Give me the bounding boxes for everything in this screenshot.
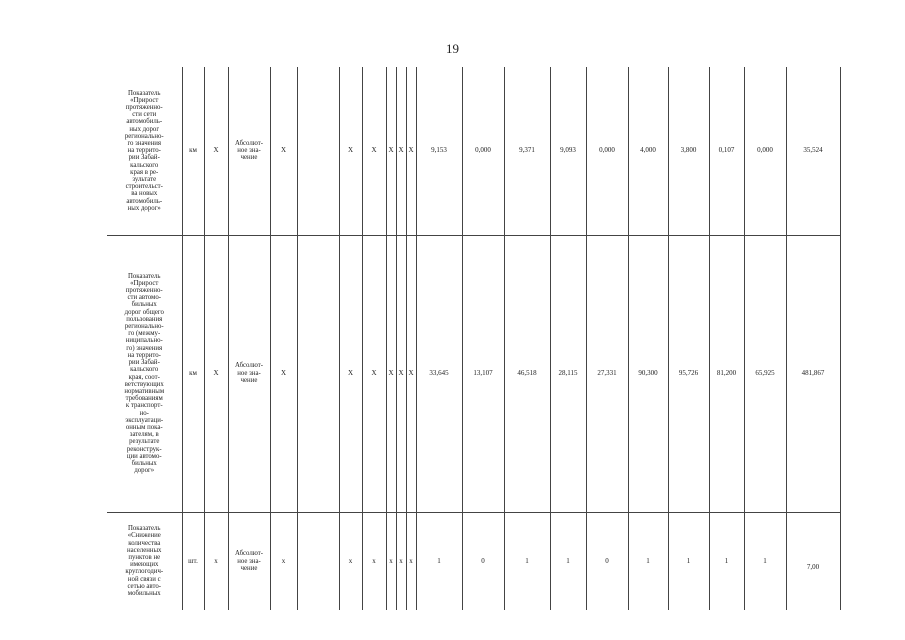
empty-cell (297, 235, 339, 512)
mark-cell: x (362, 512, 386, 610)
indicator-name: Показатель «Снижение количества населенных пунктов не имеющих круглогодич- ной связи с сетью авто- мобильных (107, 512, 182, 610)
total-cell: 35,524 (786, 67, 840, 235)
value-cell: 1 (668, 512, 709, 610)
mark-cell: X (270, 235, 297, 512)
value-cell: 1 (744, 512, 786, 610)
value-cell: 0,000 (462, 67, 504, 235)
value-type-cell: Абсолют- ное зна- чение (228, 67, 270, 235)
value-cell: 1 (504, 512, 550, 610)
value-type-cell: Абсолют- ное зна- чение (228, 512, 270, 610)
value-cell: 0,000 (586, 67, 628, 235)
value-cell: 13,107 (462, 235, 504, 512)
table-row (107, 67, 840, 235)
indicator-name: Показатель «Прирост протяженно- сти автомо- бильных дорог общего пользования регионально- го (межму- ниципально- го) значения на террито- рии Забай- кальского края, соот- ветствующих нормативным требованиям к транспорт- но- эксплуатаци- онным пока- зателям, в результате реконструк- ции автомо- бильных дорог» (107, 235, 182, 512)
mark-cell: X (362, 67, 386, 235)
value-cell: 9,153 (416, 67, 462, 235)
value-cell: 0 (586, 512, 628, 610)
value-cell: 1 (416, 512, 462, 610)
indicators-table (107, 67, 841, 610)
value-cell: 0,107 (709, 67, 744, 235)
unit-cell: шт. (182, 512, 204, 610)
mark-cell: x (204, 512, 228, 610)
total-cell: 7,00 (786, 512, 840, 610)
mark-cell: x (406, 512, 416, 610)
value-cell: 1 (709, 512, 744, 610)
value-cell: 95,726 (668, 235, 709, 512)
unit-cell: км (182, 67, 204, 235)
total-cell: 481,867 (786, 235, 840, 512)
value-type-cell: Абсолют- ное зна- чение (228, 235, 270, 512)
mark-cell: X (386, 235, 396, 512)
empty-cell (297, 67, 339, 235)
value-cell: 4,000 (628, 67, 668, 235)
mark-cell: X (386, 67, 396, 235)
mark-cell: x (396, 512, 406, 610)
value-cell: 28,115 (550, 235, 586, 512)
mark-cell: X (406, 235, 416, 512)
mark-cell: X (204, 235, 228, 512)
indicator-name: Показатель «Прирост протяженно- сти сети автомобиль- ных дорог регионально- го значения на террито- рии Забай- кальского края в ре- зультате строительст- ва новых автомобиль- ных дорог» (107, 67, 182, 235)
value-cell: 9,093 (550, 67, 586, 235)
mark-cell: X (406, 67, 416, 235)
value-cell: 46,518 (504, 235, 550, 512)
mark-cell: x (270, 512, 297, 610)
value-cell: 1 (628, 512, 668, 610)
unit-cell: км (182, 235, 204, 512)
mark-cell: X (339, 235, 362, 512)
mark-cell: x (386, 512, 396, 610)
mark-cell: X (204, 67, 228, 235)
value-cell: 65,925 (744, 235, 786, 512)
value-cell: 81,200 (709, 235, 744, 512)
mark-cell: x (339, 512, 362, 610)
value-cell: 0,000 (744, 67, 786, 235)
value-cell: 3,800 (668, 67, 709, 235)
table-row (107, 512, 840, 610)
value-cell: 9,371 (504, 67, 550, 235)
empty-cell (297, 512, 339, 610)
value-cell: 0 (462, 512, 504, 610)
mark-cell: X (396, 67, 406, 235)
mark-cell: X (339, 67, 362, 235)
mark-cell: X (270, 67, 297, 235)
table-row (107, 235, 840, 512)
mark-cell: X (362, 235, 386, 512)
value-cell: 27,331 (586, 235, 628, 512)
value-cell: 1 (550, 512, 586, 610)
mark-cell: X (396, 235, 406, 512)
page-number: 19 (446, 41, 459, 56)
value-cell: 90,300 (628, 235, 668, 512)
value-cell: 33,645 (416, 235, 462, 512)
